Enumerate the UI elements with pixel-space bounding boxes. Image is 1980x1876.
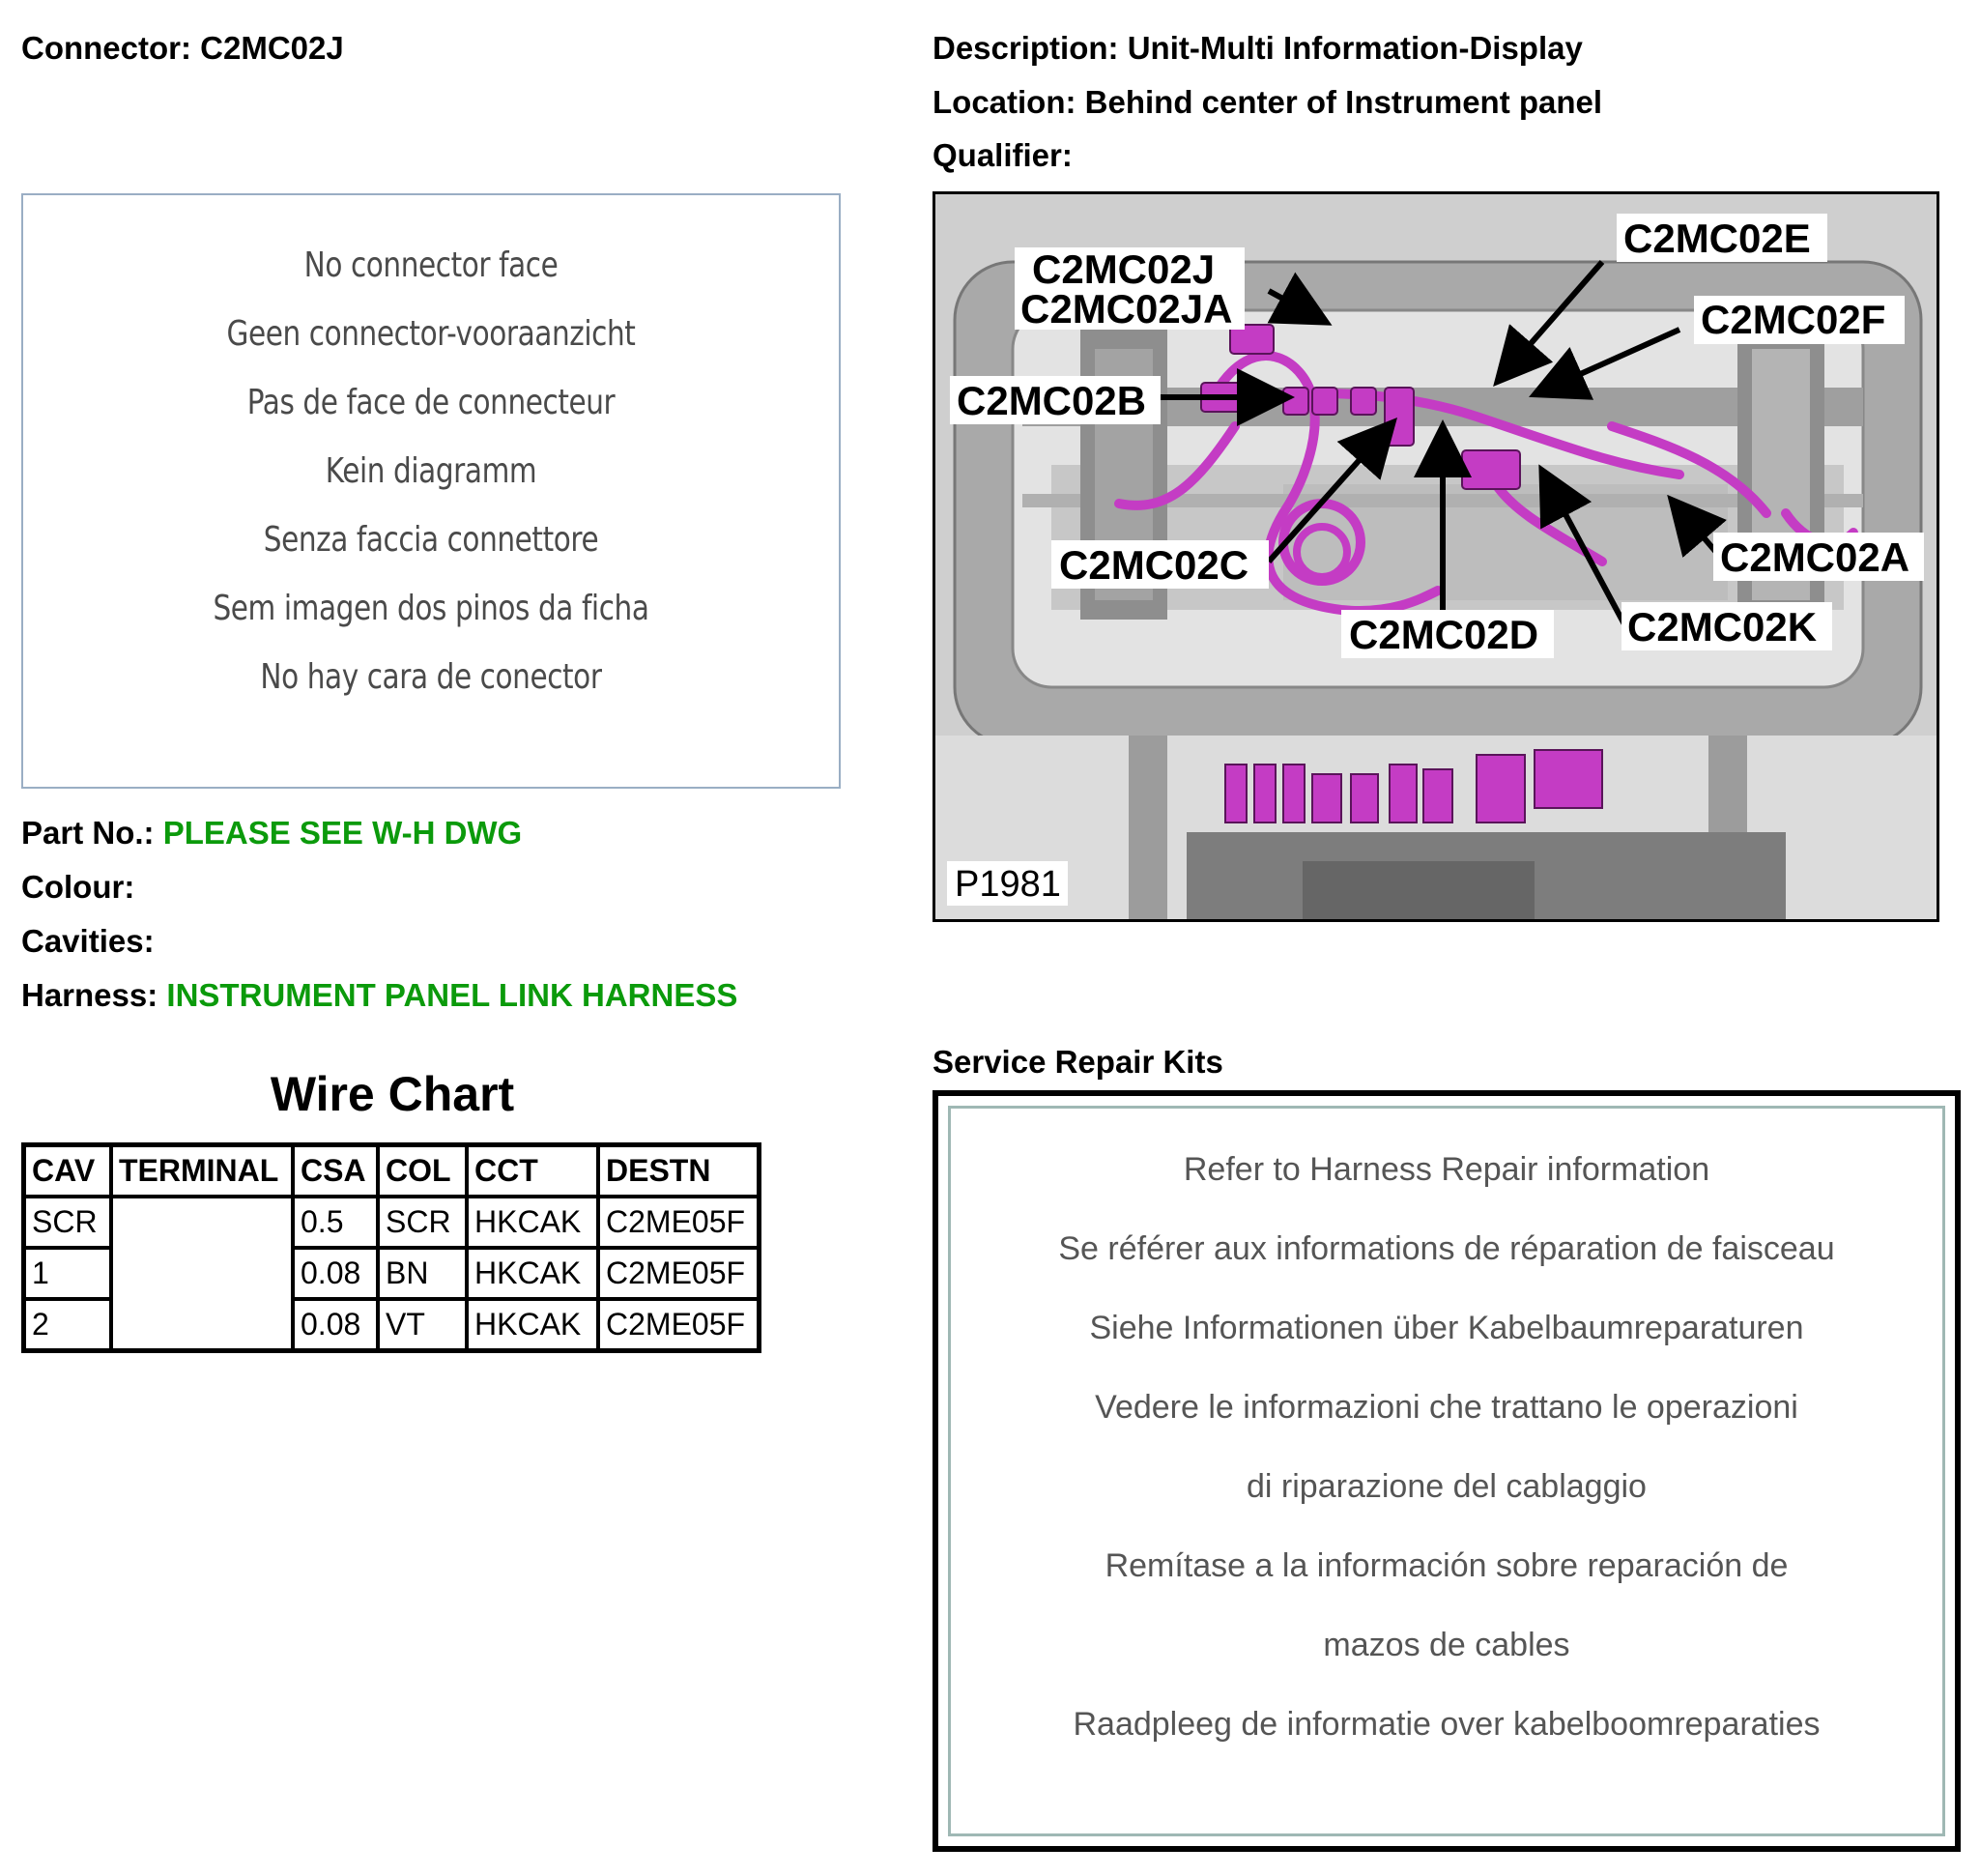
cell-cct: HKCAK (467, 1248, 598, 1299)
callout-c2mc02ja: C2MC02JA (1020, 286, 1233, 332)
cell-cct: HKCAK (467, 1299, 598, 1351)
col-header-col: COL (378, 1145, 467, 1198)
repair-info-line: Vedere le informazioni che trattano le operazioni (1095, 1389, 1798, 1426)
connector-face-line: Geen connector-vooraanzicht (226, 314, 636, 354)
col-header-cct: CCT (467, 1145, 598, 1198)
harness-row (21, 976, 737, 1015)
cell-destn: C2ME05F (598, 1299, 760, 1351)
cell-col: VT (378, 1299, 467, 1351)
table-row (24, 1197, 760, 1248)
harness-value: INSTRUMENT PANEL LINK HARNESS (166, 977, 738, 1013)
callout-c2mc02d: C2MC02D (1349, 612, 1539, 657)
description-label: Description: (933, 30, 1119, 66)
repair-info-line: Refer to Harness Repair information (1183, 1151, 1710, 1188)
cell-csa: 0.08 (293, 1248, 378, 1299)
cell-col: SCR (378, 1197, 467, 1248)
wire-chart-header-row (24, 1145, 760, 1198)
qualifier-label: Qualifier: (933, 137, 1073, 173)
repair-info-line: di riparazione del cablaggio (1247, 1468, 1647, 1505)
harness-label: Harness: (21, 977, 158, 1013)
callout-c2mc02c: C2MC02C (1059, 542, 1249, 588)
wire-chart-table (21, 1142, 761, 1353)
connector-face-panel (21, 193, 841, 789)
location-value: Behind center of Instrument panel (1084, 84, 1603, 120)
cavities-row (21, 922, 155, 961)
col-header-terminal: TERMINAL (111, 1145, 293, 1198)
repair-info-line: Siehe Informationen über Kabelbaumreparaturen (1089, 1310, 1804, 1346)
connector-face-line: Kein diagramm (325, 451, 537, 491)
cell-col: BN (378, 1248, 467, 1299)
colour-label: Colour: (21, 869, 135, 905)
cell-cav: 1 (24, 1248, 112, 1299)
callout-c2mc02j: C2MC02J (1032, 246, 1216, 292)
col-header-cav: CAV (24, 1145, 112, 1198)
qualifier-heading (933, 136, 1073, 175)
figure-id: P1981 (955, 864, 1061, 905)
repair-info-line: Se référer aux informations de réparation de faisceau (1058, 1230, 1835, 1267)
connector-value: C2MC02J (200, 30, 344, 66)
cavities-label: Cavities: (21, 923, 155, 959)
connector-heading (21, 29, 344, 68)
repair-info-line: mazos de cables (1323, 1627, 1570, 1663)
cell-cav: SCR (24, 1197, 112, 1248)
col-header-csa: CSA (293, 1145, 378, 1198)
wire-chart-title: Wire Chart (270, 1067, 515, 1121)
callout-c2mc02b: C2MC02B (957, 378, 1147, 423)
part-no-value: PLEASE SEE W-H DWG (162, 815, 523, 851)
location-illustration (935, 194, 1937, 919)
repair-info-line: Raadpleeg de informatie over kabelboomreparaties (1073, 1706, 1821, 1743)
callout-c2mc02a: C2MC02A (1720, 534, 1910, 580)
colour-row (21, 868, 134, 907)
col-header-destn: DESTN (598, 1145, 760, 1198)
cell-csa: 0.08 (293, 1299, 378, 1351)
cell-csa: 0.5 (293, 1197, 378, 1248)
cell-terminal (111, 1197, 293, 1351)
connector-face-line: No hay cara de conector (260, 657, 602, 697)
location-label: Location: (933, 84, 1076, 120)
repair-info-line: Remítase a la información sobre reparación de (1105, 1547, 1789, 1584)
location-heading (933, 83, 1602, 122)
part-no-row (21, 814, 522, 852)
cell-destn: C2ME05F (598, 1197, 760, 1248)
part-no-label: Part No.: (21, 815, 155, 851)
connector-face-line: Sem imagen dos pinos da ficha (213, 589, 649, 628)
cell-cav: 2 (24, 1299, 112, 1351)
description-value: Unit-Multi Information-Display (1127, 30, 1583, 66)
connector-face-line: Senza faccia connettore (263, 520, 599, 560)
callout-c2mc02e: C2MC02E (1623, 216, 1811, 261)
service-repair-kits-panel (933, 1090, 1961, 1852)
description-heading (933, 29, 1583, 68)
service-repair-kits-title: Service Repair Kits (933, 1044, 1223, 1080)
connector-face-line: Pas de face de connecteur (246, 383, 616, 422)
callout-c2mc02f: C2MC02F (1701, 297, 1886, 342)
cell-destn: C2ME05F (598, 1248, 760, 1299)
service-repair-kits-inner (948, 1106, 1945, 1836)
cell-cct: HKCAK (467, 1197, 598, 1248)
callout-c2mc02k: C2MC02K (1627, 604, 1818, 649)
connector-location-image (933, 191, 1939, 922)
connector-face-line: No connector face (303, 245, 559, 285)
connector-label: Connector: (21, 30, 191, 66)
